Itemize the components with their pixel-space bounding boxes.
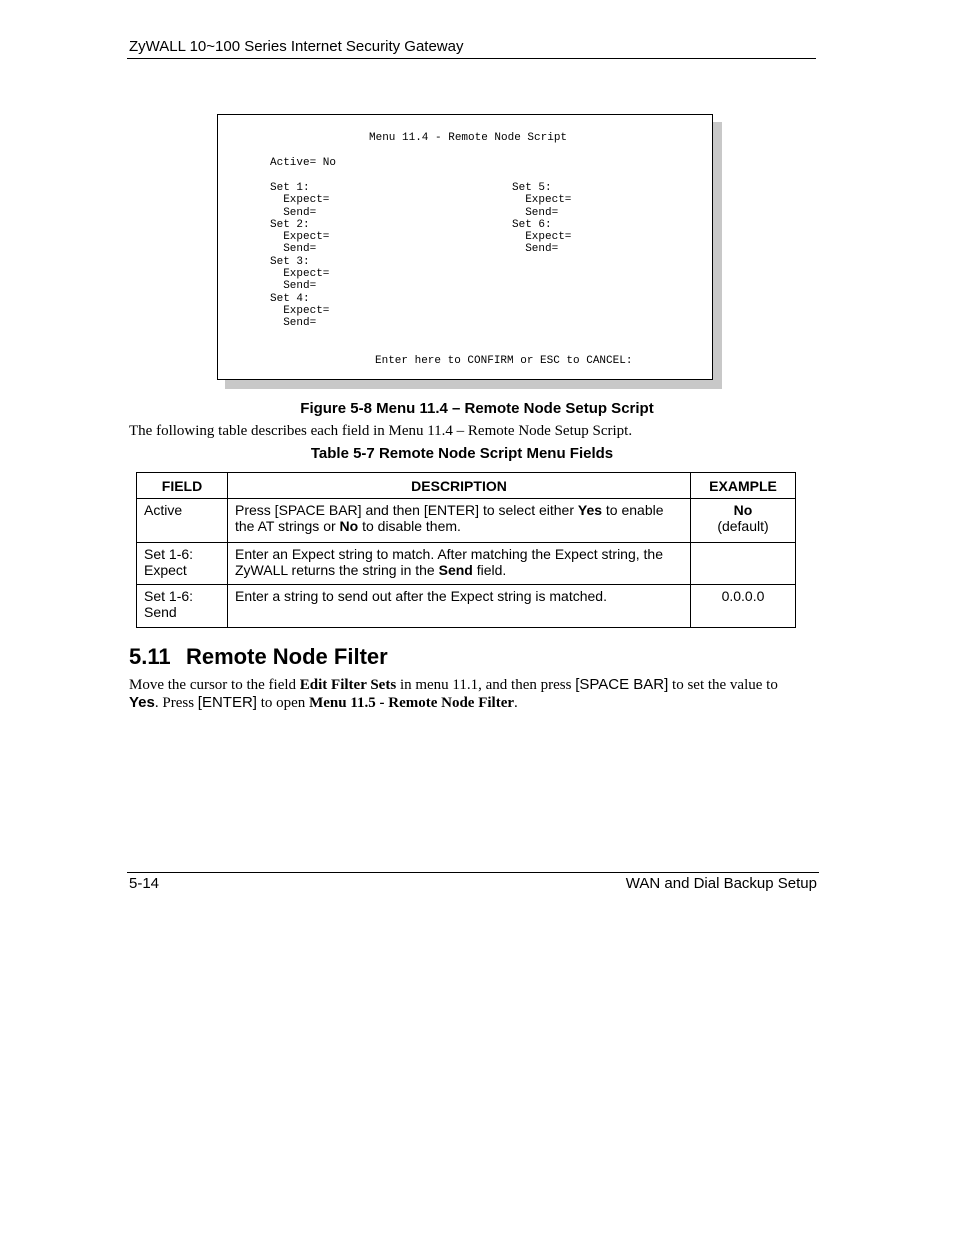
terminal-active-field: Active= No <box>270 157 337 169</box>
cell-example <box>691 543 796 585</box>
header-field: FIELD <box>137 473 228 499</box>
footer-rule <box>127 872 819 873</box>
figure-caption: Figure 5-8 Menu 11.4 – Remote Node Setup Script <box>300 400 654 417</box>
cell-description: Press [SPACE BAR] and then [ENTER] to select either Yes to enable the AT strings or No to disable them. <box>228 499 691 543</box>
cell-description: Enter a string to send out after the Expect string is matched. <box>228 585 691 628</box>
footer-chapter-title: WAN and Dial Backup Setup <box>625 875 817 892</box>
table-header-row <box>137 473 796 499</box>
terminal-title: Menu 11.4 - Remote Node Script <box>369 132 568 144</box>
cell-example: No (default) <box>691 499 796 543</box>
cell-field: Set 1-6: Send <box>137 585 228 628</box>
table-row <box>137 499 796 543</box>
section-paragraph: Move the cursor to the field Edit Filter Sets in menu 11.1, and then press [SPACE BAR] to set the value to Yes. Press [ENTER] to open Menu 11.5 - Remote Node Filter. <box>129 676 778 711</box>
terminal-prompt: Enter here to CONFIRM or ESC to CANCEL: <box>375 355 633 367</box>
cell-field: Set 1-6: Expect <box>137 543 228 585</box>
section-heading <box>129 644 388 670</box>
fields-table <box>136 472 796 628</box>
terminal-sets-left: Set 1: Expect= Send= Set 2: Expect= Send= Set 3: Expect= Send= Set 4: Expect= Send= <box>270 182 330 330</box>
header-rule <box>127 58 816 59</box>
footer-page-number: 5-14 <box>129 875 160 892</box>
header-description: DESCRIPTION <box>228 473 691 499</box>
intro-text: The following table describes each field in Menu 11.4 – Remote Node Setup Script. <box>129 423 633 439</box>
table-row <box>137 543 796 585</box>
table-caption: Table 5-7 Remote Node Script Menu Fields <box>310 445 614 462</box>
page-header-title: ZyWALL 10~100 Series Internet Security Gateway <box>129 38 464 55</box>
cell-field: Active <box>137 499 228 543</box>
section-title: Remote Node Filter <box>186 644 388 669</box>
cell-description: Enter an Expect string to match. After matching the Expect string, the ZyWALL returns the string in the Send field. <box>228 543 691 585</box>
section-number: 5.11 <box>129 644 171 669</box>
header-example: EXAMPLE <box>691 473 796 499</box>
terminal-screen <box>217 114 713 380</box>
terminal-sets-right: Set 5: Expect= Send= Set 6: Expect= Send= <box>512 182 572 256</box>
table-row <box>137 585 796 628</box>
cell-example: 0.0.0.0 <box>691 585 796 628</box>
